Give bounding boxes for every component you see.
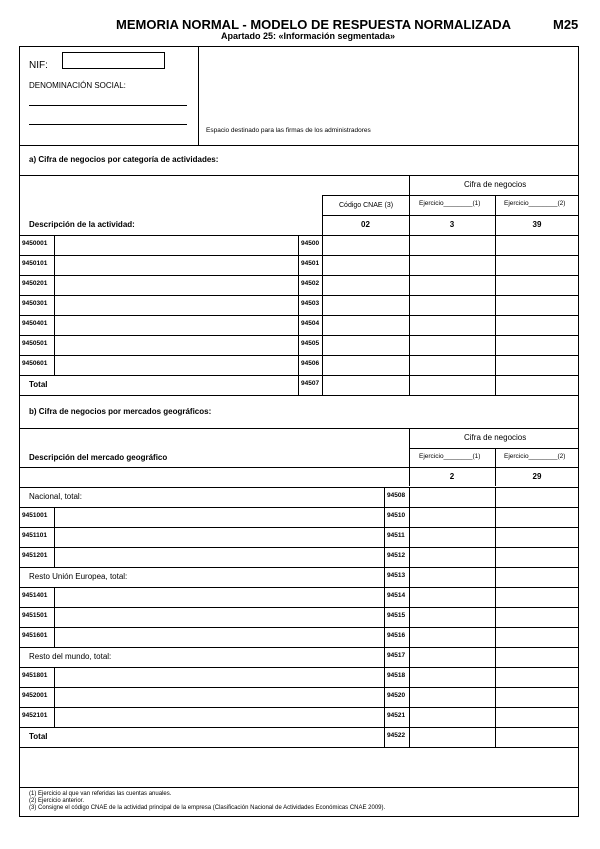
- b-cell-divider: [495, 547, 496, 567]
- b-row-code: 9451501: [22, 612, 48, 619]
- b-cell-divider: [384, 587, 385, 607]
- b-ejercicio-1-input[interactable]: [412, 670, 493, 684]
- a-ejercicio-2-input[interactable]: [498, 378, 577, 392]
- a-description-input[interactable]: [57, 258, 295, 272]
- a-ejercicio-1: Ejercicio________(1): [419, 200, 481, 207]
- b-description-input[interactable]: [57, 690, 381, 704]
- a-cell-divider: [495, 235, 496, 255]
- b-cell-divider: [409, 547, 410, 567]
- b-cell-divider: [384, 527, 385, 547]
- b-cell-divider: [409, 587, 410, 607]
- b-ejercicio-2-input[interactable]: [498, 710, 577, 724]
- a-description-input[interactable]: [57, 238, 295, 252]
- b-cell-divider: [495, 487, 496, 507]
- a-cell-divider: [54, 255, 55, 275]
- a-cell-divider: [409, 315, 410, 335]
- b-cell-divider: [54, 607, 55, 627]
- b-description-input[interactable]: [57, 590, 381, 604]
- b-ejercicio-2-input[interactable]: [498, 570, 577, 584]
- a-row-code: 9450101: [22, 260, 48, 267]
- b-cell-divider: [384, 667, 385, 687]
- a-row-box-code: 94505: [301, 340, 320, 347]
- a-cell-divider: [495, 315, 496, 335]
- b-cell-divider: [384, 567, 385, 587]
- b-cell-divider: [495, 507, 496, 527]
- b-group-label: Resto del mundo, total:: [29, 652, 112, 661]
- b-row-code: 9451601: [22, 632, 48, 639]
- a-cell-divider: [298, 315, 299, 335]
- a-col-code-1: 3: [449, 220, 455, 229]
- a-description-input[interactable]: [57, 278, 295, 292]
- b-cell-divider: [495, 707, 496, 727]
- a-ejercicio-1-input[interactable]: [412, 238, 493, 252]
- firmas-caption: Espacio destinado para las firmas de los administradores: [206, 127, 371, 134]
- denominacion-input-1[interactable]: [29, 94, 187, 104]
- b-description-input[interactable]: [57, 670, 381, 684]
- a-cell-divider: [322, 355, 323, 375]
- b-cell-divider: [384, 687, 385, 707]
- a-row-code: Total: [29, 380, 48, 389]
- b-ejercicio-2-input[interactable]: [498, 490, 577, 504]
- a-ejercicio-1-input[interactable]: [412, 338, 493, 352]
- b-cell-divider: [54, 707, 55, 727]
- a-row-code: 9450201: [22, 280, 48, 287]
- b-group-label: Nacional, total:: [29, 492, 82, 501]
- a-cnae-label: Código CNAE (3): [339, 202, 394, 209]
- a-cell-divider: [298, 295, 299, 315]
- a-cell-divider: [495, 375, 496, 395]
- b-ejercicio-1-input[interactable]: [412, 610, 493, 624]
- a-cell-divider: [298, 255, 299, 275]
- b-row-box-code: 94508: [387, 492, 406, 499]
- a-row-box-code: 94503: [301, 300, 320, 307]
- a-description-input[interactable]: [57, 338, 295, 352]
- b-cell-divider: [409, 607, 410, 627]
- b-row-code: 9451801: [22, 672, 48, 679]
- b-cell-divider: [54, 587, 55, 607]
- a-cell-divider: [298, 335, 299, 355]
- a-description-input[interactable]: [57, 318, 295, 332]
- a-cell-divider: [409, 235, 410, 255]
- b-cell-divider: [384, 547, 385, 567]
- a-col-code-2: 39: [532, 220, 542, 229]
- b-header-h1: [409, 448, 579, 449]
- b-cell-divider: [409, 627, 410, 647]
- nif-label: NIF:: [29, 60, 48, 71]
- b-cell-divider: [384, 607, 385, 627]
- a-cell-divider: [322, 315, 323, 335]
- a-row-box-code: 94506: [301, 360, 320, 367]
- b-row-code: 9452101: [22, 712, 48, 719]
- b-row-box-code: 94516: [387, 632, 406, 639]
- b-ejercicio-1: Ejercicio________(1): [419, 453, 481, 460]
- b-ejercicio-2-input[interactable]: [498, 650, 577, 664]
- denominacion-line-1: [29, 105, 187, 106]
- a-cnae-input[interactable]: [325, 378, 407, 392]
- b-ejercicio-2-input[interactable]: [498, 590, 577, 604]
- b-ejercicio-2-input[interactable]: [498, 610, 577, 624]
- a-ejercicio-1-input[interactable]: [412, 358, 493, 372]
- footnote-2: (2) Ejercicio anterior.: [29, 798, 85, 804]
- page-subtitle: Apartado 25: «Información segmentada»: [221, 31, 396, 41]
- b-ejercicio-1-input[interactable]: [412, 630, 493, 644]
- a-cell-divider: [409, 295, 410, 315]
- a-row-box-code: 94500: [301, 240, 320, 247]
- b-description-input[interactable]: [57, 550, 381, 564]
- b-ejercicio-2-input[interactable]: [498, 510, 577, 524]
- b-ejercicio-1-input[interactable]: [412, 570, 493, 584]
- a-row-code: 9450001: [22, 240, 48, 247]
- b-cell-divider: [384, 647, 385, 667]
- a-ejercicio-1-input[interactable]: [412, 378, 493, 392]
- b-ejercicio-2-input[interactable]: [498, 730, 577, 744]
- a-cell-divider: [322, 295, 323, 315]
- footnote-separator: [19, 787, 579, 788]
- b-cell-divider: [54, 547, 55, 567]
- b-ejercicio-2-input[interactable]: [498, 670, 577, 684]
- a-ejercicio-2-input[interactable]: [498, 298, 577, 312]
- section-b-top-line: [19, 428, 579, 429]
- footnote-3: (3) Consigne el código CNAE de la actividad principal de la empresa (Clasificación Nacional de Actividades Económicas CNAE 2009).: [29, 805, 386, 811]
- a-row-code: 9450301: [22, 300, 48, 307]
- b-row-code: 9451001: [22, 512, 48, 519]
- a-cell-divider: [409, 335, 410, 355]
- footnote-1: (1) Ejercicio al que van referidas las cuentas anuales.: [29, 791, 172, 797]
- b-description-input[interactable]: [57, 610, 381, 624]
- b-col-code-1: 2: [449, 472, 455, 481]
- a-cell-divider: [54, 275, 55, 295]
- section-b-title: b) Cifra de negocios por mercados geográficos:: [29, 407, 212, 416]
- a-cell-divider: [409, 275, 410, 295]
- b-cell-divider: [495, 667, 496, 687]
- a-table-bottom: [19, 395, 579, 396]
- a-cell-divider: [54, 295, 55, 315]
- a-row-code: 9450601: [22, 360, 48, 367]
- a-cell-divider: [298, 375, 299, 395]
- a-col-code-cnae: 02: [361, 220, 370, 229]
- a-cifra-label: Cifra de negocios: [464, 180, 527, 189]
- a-ejercicio-2: Ejercicio________(2): [504, 200, 566, 207]
- b-desc-label: Descripción del mercado geográfico: [29, 453, 168, 462]
- b-cell-divider: [54, 527, 55, 547]
- b-cell-divider: [495, 607, 496, 627]
- a-ejercicio-2-input[interactable]: [498, 318, 577, 332]
- a-cnae-input[interactable]: [325, 298, 407, 312]
- a-ejercicio-2-input[interactable]: [498, 238, 577, 252]
- b-row-code: 9451101: [22, 532, 47, 539]
- denominacion-label: DENOMINACIÓN SOCIAL:: [29, 81, 126, 90]
- b-row-box-code: 94520: [387, 692, 406, 699]
- b-row-code: 9452001: [22, 692, 48, 699]
- a-ejercicio-1-input[interactable]: [412, 298, 493, 312]
- b-cell-divider: [495, 587, 496, 607]
- id-divider: [198, 46, 199, 145]
- a-row-box-code: 94504: [301, 320, 320, 327]
- a-row-code: 9450501: [22, 340, 48, 347]
- b-ejercicio-1-input[interactable]: [412, 510, 493, 524]
- b-cell-divider: [409, 487, 410, 507]
- b-header-h2: [19, 467, 579, 468]
- a-description-input[interactable]: [57, 358, 295, 372]
- b-ejercicio-2-input[interactable]: [498, 530, 577, 544]
- id-bottom-line: [19, 145, 579, 146]
- b-cell-divider: [409, 507, 410, 527]
- b-row-code: 9451201: [22, 552, 48, 559]
- a-cnae-input[interactable]: [325, 238, 407, 252]
- b-group-label: Resto Unión Europea, total:: [29, 572, 128, 581]
- b-cell-divider: [409, 667, 410, 687]
- a-cnae-input[interactable]: [325, 358, 407, 372]
- b-row-box-code: 94517: [387, 652, 406, 659]
- b-ejercicio-1-input[interactable]: [412, 710, 493, 724]
- b-ejercicio-1-input[interactable]: [412, 550, 493, 564]
- page-title: MEMORIA NORMAL - MODELO DE RESPUESTA NORMALIZADA: [116, 17, 512, 32]
- denominacion-input-2[interactable]: [29, 113, 187, 123]
- b-description-input[interactable]: [57, 710, 381, 724]
- a-desc-label: Descripción de la actividad:: [29, 220, 135, 229]
- form-code: M25: [553, 17, 579, 32]
- a-cell-divider: [54, 315, 55, 335]
- b-ejercicio-2-input[interactable]: [498, 550, 577, 564]
- b-ejercicio-1-input[interactable]: [412, 730, 493, 744]
- b-cell-divider: [409, 527, 410, 547]
- section-a-top-line: [19, 175, 579, 176]
- a-cell-divider: [54, 335, 55, 355]
- b-row-box-code: 94518: [387, 672, 406, 679]
- b-ejercicio-1-input[interactable]: [412, 650, 493, 664]
- b-cell-divider: [54, 667, 55, 687]
- a-cell-divider: [298, 235, 299, 255]
- b-row-box-code: 94510: [387, 512, 406, 519]
- b-cell-divider: [384, 487, 385, 507]
- b-cell-divider: [54, 507, 55, 527]
- a-header-h1: [322, 195, 579, 196]
- b-cell-divider: [495, 647, 496, 667]
- a-row-box-code: 94507: [301, 380, 320, 387]
- b-cell-divider: [495, 687, 496, 707]
- a-cell-divider: [322, 375, 323, 395]
- a-cell-divider: [322, 275, 323, 295]
- b-row-code: 9451401: [22, 592, 48, 599]
- a-row-code: 9450401: [22, 320, 48, 327]
- a-ejercicio-2-input[interactable]: [498, 338, 577, 352]
- a-cell-divider: [495, 255, 496, 275]
- b-col-code-2: 29: [532, 472, 542, 481]
- section-a-title: a) Cifra de negocios por categoría de actividades:: [29, 155, 219, 164]
- b-cell-divider: [495, 727, 496, 747]
- b-row-box-code: 94515: [387, 612, 406, 619]
- b-ejercicio-2-input[interactable]: [498, 630, 577, 644]
- b-ejercicio-2-input[interactable]: [498, 690, 577, 704]
- a-ejercicio-2-input[interactable]: [498, 278, 577, 292]
- a-cell-divider: [409, 355, 410, 375]
- b-cell-divider: [409, 647, 410, 667]
- a-cell-divider: [298, 355, 299, 375]
- a-ejercicio-2-input[interactable]: [498, 358, 577, 372]
- b-cell-divider: [384, 627, 385, 647]
- a-cell-divider: [495, 335, 496, 355]
- b-cifra-label: Cifra de negocios: [464, 433, 527, 442]
- b-cell-divider: [384, 507, 385, 527]
- a-cell-divider: [495, 295, 496, 315]
- a-row-box-code: 94502: [301, 280, 320, 287]
- denominacion-line-2: [29, 124, 187, 125]
- a-ejercicio-1-input[interactable]: [412, 318, 493, 332]
- a-ejercicio-1-input[interactable]: [412, 278, 493, 292]
- a-cell-divider: [409, 255, 410, 275]
- b-cell-divider: [495, 567, 496, 587]
- nif-input[interactable]: [64, 54, 163, 67]
- b-description-input[interactable]: [57, 510, 381, 524]
- a-cell-divider: [298, 275, 299, 295]
- b-ejercicio-2: Ejercicio________(2): [504, 453, 566, 460]
- a-cell-divider: [322, 255, 323, 275]
- b-cell-divider: [54, 627, 55, 647]
- a-cell-divider: [495, 275, 496, 295]
- b-ejercicio-1-input[interactable]: [412, 590, 493, 604]
- b-row-box-code: 94513: [387, 572, 406, 579]
- a-cell-divider: [54, 235, 55, 255]
- a-cnae-input[interactable]: [325, 258, 407, 272]
- a-cell-divider: [409, 375, 410, 395]
- b-cell-divider: [495, 627, 496, 647]
- a-cnae-input[interactable]: [325, 318, 407, 332]
- b-description-input[interactable]: [57, 530, 381, 544]
- b-cell-divider: [409, 727, 410, 747]
- b-row-box-code: 94511: [387, 532, 405, 539]
- a-cell-divider: [322, 235, 323, 255]
- b-table-bottom: [19, 747, 579, 748]
- b-cell-divider: [409, 567, 410, 587]
- b-row-box-code: 94522: [387, 732, 406, 739]
- a-description-input[interactable]: [57, 298, 295, 312]
- b-row-box-code: 94512: [387, 552, 406, 559]
- b-row-code: Total: [29, 732, 48, 741]
- b-cell-divider: [384, 707, 385, 727]
- b-cell-divider: [409, 707, 410, 727]
- b-ejercicio-1-input[interactable]: [412, 490, 493, 504]
- b-ejercicio-1-input[interactable]: [412, 530, 493, 544]
- b-cell-divider: [54, 687, 55, 707]
- b-ejercicio-1-input[interactable]: [412, 690, 493, 704]
- a-ejercicio-1-input[interactable]: [412, 258, 493, 272]
- a-row-box-code: 94501: [301, 260, 320, 267]
- a-cell-divider: [54, 355, 55, 375]
- a-header-h2: [322, 215, 579, 216]
- a-cnae-input[interactable]: [325, 278, 407, 292]
- b-row-box-code: 94521: [387, 712, 406, 719]
- b-row-box-code: 94514: [387, 592, 406, 599]
- b-cell-divider: [495, 527, 496, 547]
- b-cell-divider: [409, 687, 410, 707]
- a-cell-divider: [322, 335, 323, 355]
- a-cnae-input[interactable]: [325, 338, 407, 352]
- a-ejercicio-2-input[interactable]: [498, 258, 577, 272]
- b-description-input[interactable]: [57, 630, 381, 644]
- b-cell-divider: [384, 727, 385, 747]
- a-cell-divider: [495, 355, 496, 375]
